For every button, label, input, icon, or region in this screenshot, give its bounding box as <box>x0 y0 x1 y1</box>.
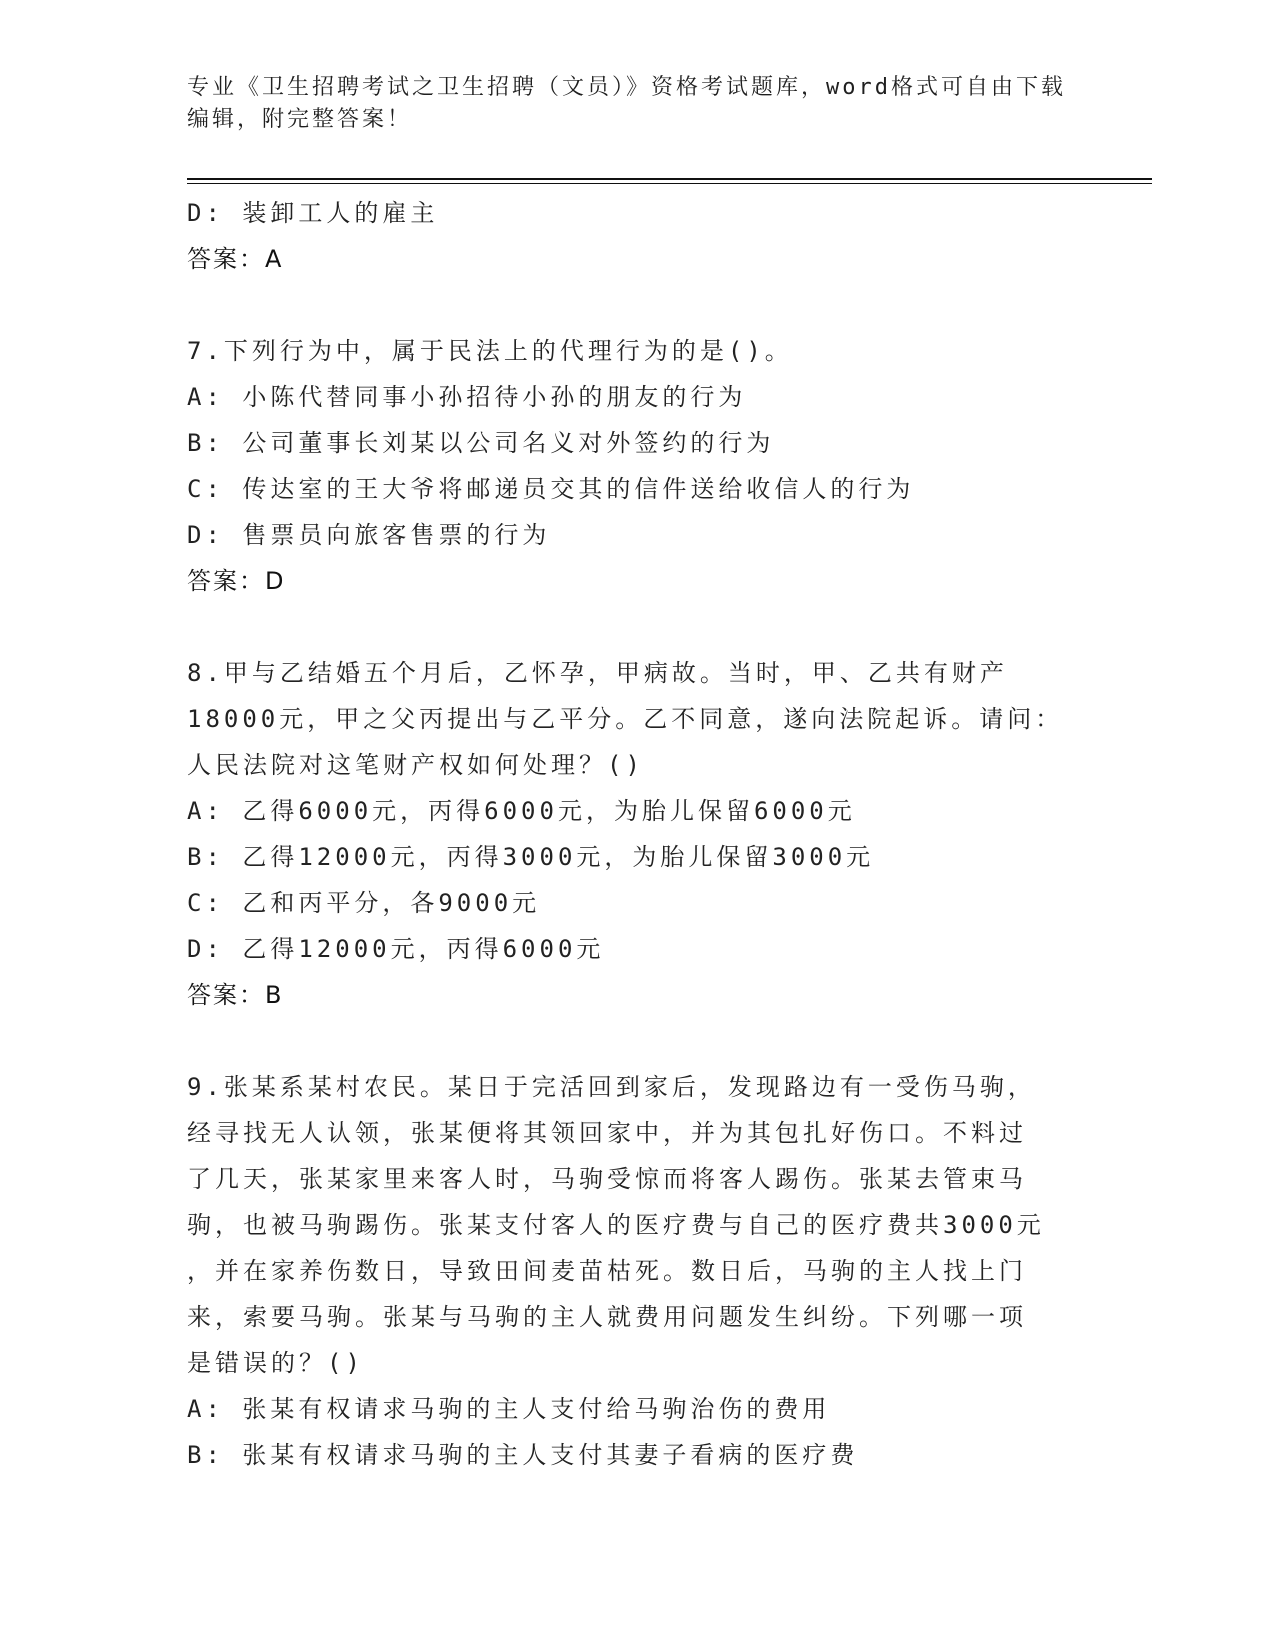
q9-question-line: 驹，也被马驹踢伤。张某支付客人的医疗费与自己的医疗费共3000元 <box>187 1211 1045 1239</box>
q8-question-line: 人民法院对这笔财产权如何处理？() <box>187 751 644 779</box>
q8-option-d: D: 乙得12000元，丙得6000元 <box>187 935 605 963</box>
q9-question-line: 9.张某系某村农民。某日于完活回到家后，发现路边有一受伤马驹， <box>187 1073 1036 1101</box>
q9-option-a: A: 张某有权请求马驹的主人支付给马驹治伤的费用 <box>187 1395 831 1423</box>
q7-answer: 答案：D <box>187 567 286 595</box>
q9-option-b: B: 张某有权请求马驹的主人支付其妻子看病的医疗费 <box>187 1441 859 1469</box>
q8-question-line: 18000元，甲之父丙提出与乙平分。乙不同意，遂向法院起诉。请问： <box>187 705 1064 733</box>
header-divider-thin <box>187 183 1152 184</box>
question-6-tail <box>187 190 1087 282</box>
q7-option-b: B: 公司董事长刘某以公司名义对外签约的行为 <box>187 429 775 457</box>
q8-answer: 答案：B <box>187 981 284 1009</box>
q7-option-d: D: 售票员向旅客售票的行为 <box>187 521 551 549</box>
q8-option-b: B: 乙得12000元，丙得3000元，为胎儿保留3000元 <box>187 843 875 871</box>
spacer <box>187 282 1087 328</box>
spacer <box>187 604 1087 650</box>
q7-question: 7.下列行为中，属于民法上的代理行为的是()。 <box>187 337 793 365</box>
header-line-2: 编辑，附完整答案！ <box>187 107 413 132</box>
q7-option-c: C: 传达室的王大爷将邮递员交其的信件送给收信人的行为 <box>187 475 915 503</box>
question-7 <box>187 328 1087 604</box>
q9-question-line: 来，索要马驹。张某与马驹的主人就费用问题发生纠纷。下列哪一项 <box>187 1303 1027 1331</box>
question-8 <box>187 650 1087 1018</box>
q9-question-line: 是错误的？() <box>187 1349 364 1377</box>
q8-option-c: C: 乙和丙平分，各9000元 <box>187 889 541 917</box>
spacer <box>187 1018 1087 1064</box>
header-divider-thick <box>187 178 1152 180</box>
q8-option-a: A: 乙得6000元，丙得6000元，为胎儿保留6000元 <box>187 797 856 825</box>
document-body <box>187 190 1087 1478</box>
q9-question-line: ，并在家养伤数日，导致田间麦苗枯死。数日后，马驹的主人找上门 <box>187 1257 1027 1285</box>
header-line-1: 专业《卫生招聘考试之卫生招聘（文员）》资格考试题库，word格式可自由下载 <box>187 75 1066 100</box>
q9-question-line: 经寻找无人认领，张某便将其领回家中，并为其包扎好伤口。不料过 <box>187 1119 1027 1147</box>
document-header <box>187 72 1087 136</box>
q6-answer: 答案：A <box>187 245 284 273</box>
q9-question-line: 了几天，张某家里来客人时，马驹受惊而将客人踢伤。张某去管束马 <box>187 1165 1027 1193</box>
q7-option-a: A: 小陈代替同事小孙招待小孙的朋友的行为 <box>187 383 747 411</box>
q6-option-d: D: 装卸工人的雇主 <box>187 199 439 227</box>
q8-question-line: 8.甲与乙结婚五个月后，乙怀孕，甲病故。当时，甲、乙共有财产 <box>187 659 1008 687</box>
question-9 <box>187 1064 1087 1478</box>
